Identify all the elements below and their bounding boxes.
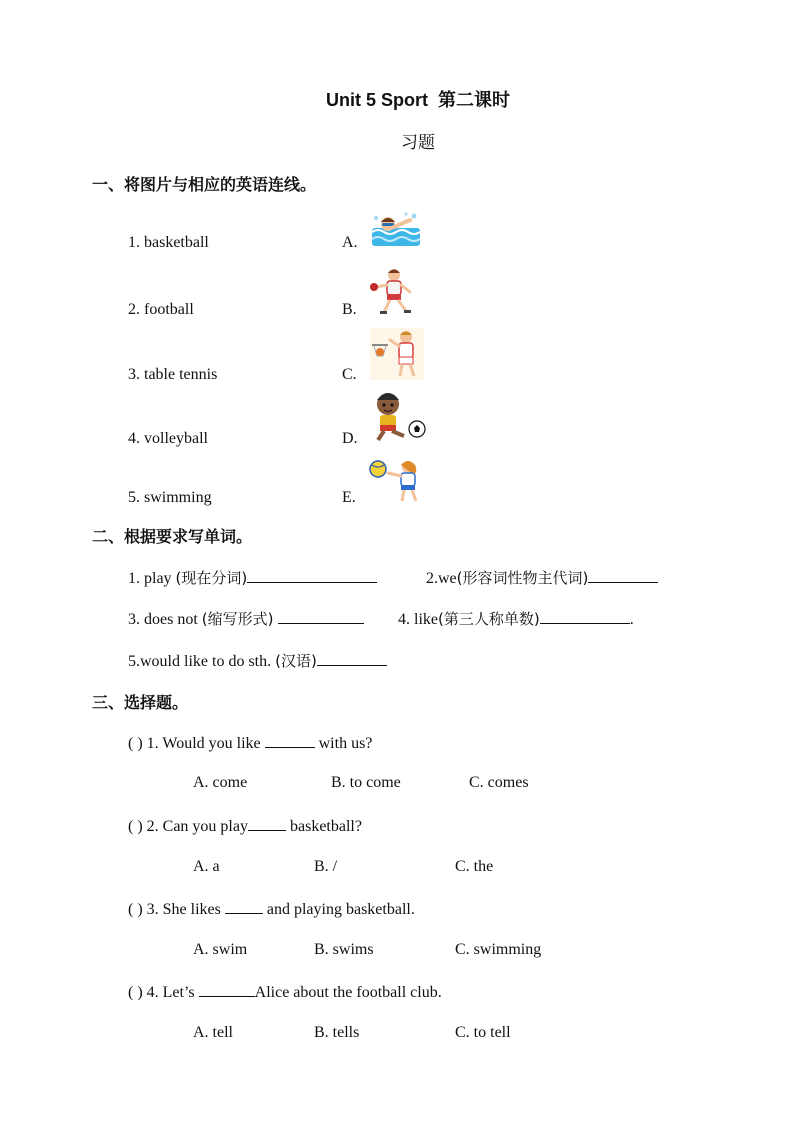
choice-question-4: ( ) 4. Let’s Alice about the football club. bbox=[128, 984, 442, 1001]
answer-blank-5[interactable] bbox=[317, 651, 387, 666]
option-4c: C. to tell bbox=[455, 1024, 511, 1041]
answer-blank-3[interactable] bbox=[278, 609, 364, 624]
match-letter-b: B. bbox=[342, 301, 357, 318]
choice-question-2: ( ) 2. Can you play basketball? bbox=[128, 818, 362, 835]
page-subtitle: 习题 bbox=[401, 133, 435, 153]
question-blank-4 bbox=[199, 982, 255, 997]
section2-heading: 二、根据要求写单词。 bbox=[92, 527, 253, 546]
answer-blank-1[interactable] bbox=[247, 568, 377, 583]
option-3b: B. swims bbox=[314, 941, 374, 958]
option-2b: B. / bbox=[314, 858, 338, 875]
swimmer-image bbox=[370, 210, 422, 250]
option-2c: C. the bbox=[455, 858, 494, 875]
match-letter-c: C. bbox=[342, 366, 357, 383]
basketball-player-image bbox=[370, 328, 424, 380]
match-item-3: 3. table tennis bbox=[128, 366, 218, 383]
page-title: Unit 5 Sport 第二课时 bbox=[325, 90, 510, 111]
answer-bracket-4[interactable]: ( ) bbox=[128, 984, 143, 1001]
question-blank-1 bbox=[265, 733, 315, 748]
choice-question-3: ( ) 3. She likes and playing basketball. bbox=[128, 901, 415, 918]
word-question-5: 5.would like to do sth. (汉语) bbox=[128, 650, 387, 671]
match-item-5: 5. swimming bbox=[128, 489, 212, 506]
word-question-1: 1. play (现在分词) bbox=[128, 567, 377, 588]
football-player-image bbox=[368, 388, 428, 444]
option-3c: C. swimming bbox=[455, 941, 542, 958]
match-item-1: 1. basketball bbox=[128, 234, 209, 251]
option-1a: A. come bbox=[193, 774, 248, 791]
option-4b: B. tells bbox=[314, 1024, 360, 1041]
answer-bracket-3[interactable]: ( ) bbox=[128, 901, 143, 918]
choice-question-1: ( ) 1. Would you like with us? bbox=[128, 735, 373, 752]
answer-blank-4[interactable] bbox=[540, 609, 630, 624]
match-item-4: 4. volleyball bbox=[128, 430, 208, 447]
answer-blank-2[interactable] bbox=[588, 568, 658, 583]
match-letter-e: E. bbox=[342, 489, 356, 506]
match-letter-d: D. bbox=[342, 430, 358, 447]
option-4a: A. tell bbox=[193, 1024, 233, 1041]
answer-bracket-2[interactable]: ( ) bbox=[128, 818, 143, 835]
option-3a: A. swim bbox=[193, 941, 248, 958]
word-question-2: 2.we(形容词性物主代词) bbox=[426, 567, 658, 588]
question-blank-3 bbox=[225, 899, 263, 914]
answer-bracket-1[interactable]: ( ) bbox=[128, 735, 143, 752]
volleyball-player-image bbox=[368, 455, 428, 503]
section1-heading: 一、将图片与相应的英语连线。 bbox=[92, 175, 317, 194]
option-2a: A. a bbox=[193, 858, 220, 875]
word-question-3: 3. does not (缩写形式) bbox=[128, 608, 364, 629]
word-question-4: 4. like(第三人称单数) . bbox=[398, 610, 634, 628]
question-blank-2 bbox=[248, 816, 286, 831]
option-1c: C. comes bbox=[469, 774, 529, 791]
match-item-2: 2. football bbox=[128, 301, 194, 318]
section3-heading: 三、选择题。 bbox=[92, 693, 189, 712]
table-tennis-player-image bbox=[368, 266, 416, 316]
match-letter-a: A. bbox=[342, 234, 358, 251]
option-1b: B. to come bbox=[331, 774, 401, 791]
